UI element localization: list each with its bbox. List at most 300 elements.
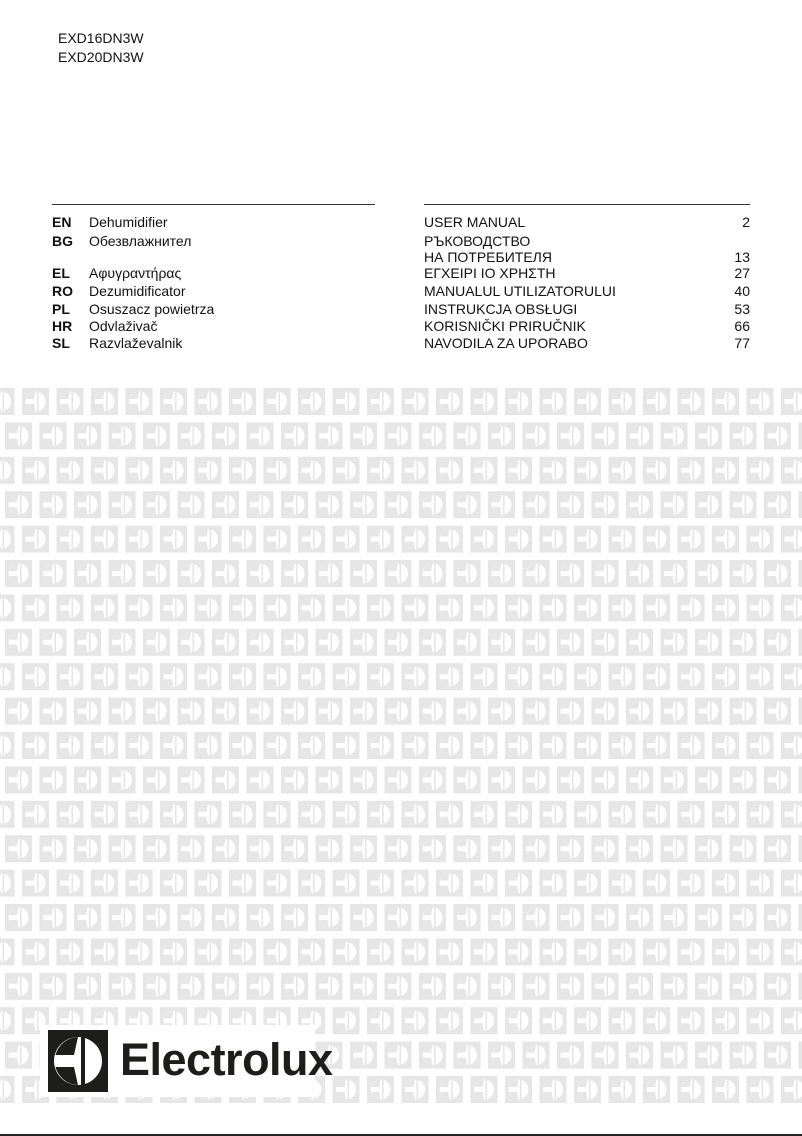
pattern-tile-icon bbox=[298, 801, 325, 828]
pattern-tile-icon bbox=[40, 491, 67, 518]
manual-title: INSTRUKCJA OBSŁUGI bbox=[424, 301, 578, 317]
pattern-tile-icon bbox=[626, 629, 653, 656]
pattern-tile-icon bbox=[781, 801, 802, 828]
language-code: EL bbox=[52, 265, 70, 281]
pattern-tile-icon bbox=[695, 491, 722, 518]
pattern-tile-icon bbox=[281, 973, 308, 1000]
pattern-tile-icon bbox=[557, 766, 584, 793]
pattern-tile-icon bbox=[678, 663, 705, 690]
pattern-tile-icon bbox=[799, 560, 802, 587]
pattern-tile-icon bbox=[367, 1007, 394, 1034]
pattern-tile-icon bbox=[609, 594, 636, 621]
pattern-tile-icon bbox=[661, 491, 688, 518]
page-number: 66 bbox=[734, 318, 750, 334]
pattern-tile-icon bbox=[74, 629, 101, 656]
pattern-tile-icon bbox=[212, 629, 239, 656]
pattern-tile-icon bbox=[609, 732, 636, 759]
pattern-tile-icon bbox=[264, 663, 291, 690]
pattern-tile-icon bbox=[91, 801, 118, 828]
language-code: PL bbox=[52, 301, 70, 317]
pattern-tile-icon bbox=[333, 594, 360, 621]
pattern-tile-icon bbox=[592, 560, 619, 587]
pattern-tile-icon bbox=[333, 870, 360, 897]
pattern-tile-icon bbox=[178, 560, 205, 587]
pattern-tile-icon bbox=[678, 388, 705, 415]
pattern-tile-icon bbox=[764, 973, 791, 1000]
pattern-tile-icon bbox=[333, 732, 360, 759]
pattern-tile-icon bbox=[195, 870, 222, 897]
pattern-tile-icon bbox=[730, 698, 757, 725]
pattern-tile-icon bbox=[730, 422, 757, 449]
pattern-tile-icon bbox=[5, 1042, 32, 1069]
logo-pattern-background bbox=[0, 385, 802, 1115]
pattern-tile-icon bbox=[281, 629, 308, 656]
pattern-tile-icon bbox=[454, 1042, 481, 1069]
pattern-tile-icon bbox=[695, 698, 722, 725]
pattern-tile-icon bbox=[333, 938, 360, 965]
pattern-tile-icon bbox=[574, 1007, 601, 1034]
pattern-tile-icon bbox=[523, 835, 550, 862]
pattern-tile-icon bbox=[91, 594, 118, 621]
pattern-tile-icon bbox=[488, 904, 515, 931]
pattern-tile-icon bbox=[57, 870, 84, 897]
pattern-tile-icon bbox=[643, 938, 670, 965]
pattern-tile-icon bbox=[264, 526, 291, 553]
pattern-tile-icon bbox=[316, 422, 343, 449]
pattern-tile-icon bbox=[40, 904, 67, 931]
pattern-tile-icon bbox=[126, 870, 153, 897]
pattern-tile-icon bbox=[40, 629, 67, 656]
pattern-tile-icon bbox=[540, 457, 567, 484]
pattern-tile-icon bbox=[799, 904, 802, 931]
pattern-tile-icon bbox=[350, 1042, 377, 1069]
pattern-tile-icon bbox=[540, 594, 567, 621]
pattern-tile-icon bbox=[298, 663, 325, 690]
pattern-tile-icon bbox=[747, 870, 774, 897]
pattern-tile-icon bbox=[178, 904, 205, 931]
pattern-tile-icon bbox=[367, 870, 394, 897]
pattern-tile-icon bbox=[281, 904, 308, 931]
pattern-tile-icon bbox=[109, 973, 136, 1000]
pattern-tile-icon bbox=[643, 1007, 670, 1034]
pattern-tile-icon bbox=[747, 526, 774, 553]
pattern-tile-icon bbox=[5, 560, 32, 587]
manual-title: НА ПОТРЕБИТЕЛЯ bbox=[424, 249, 552, 265]
pattern-tile-icon bbox=[350, 766, 377, 793]
product-name: Razvlaževalnik bbox=[89, 335, 183, 351]
pattern-tile-icon bbox=[126, 526, 153, 553]
pattern-tile-icon bbox=[229, 801, 256, 828]
pattern-tile-icon bbox=[74, 698, 101, 725]
pattern-tile-icon bbox=[799, 422, 802, 449]
pattern-tile-icon bbox=[678, 732, 705, 759]
pattern-tile-icon bbox=[712, 1007, 739, 1034]
pattern-tile-icon bbox=[540, 870, 567, 897]
pattern-tile-icon bbox=[22, 938, 49, 965]
pattern-tile-icon bbox=[747, 663, 774, 690]
pattern-tile-icon bbox=[436, 1076, 463, 1103]
language-code: BG bbox=[52, 233, 73, 249]
pattern-tile-icon bbox=[385, 629, 412, 656]
pattern-tile-icon bbox=[126, 663, 153, 690]
pattern-tile-icon bbox=[367, 732, 394, 759]
pattern-tile-icon bbox=[454, 904, 481, 931]
pattern-tile-icon bbox=[40, 973, 67, 1000]
pattern-tile-icon bbox=[57, 663, 84, 690]
pattern-tile-icon bbox=[316, 835, 343, 862]
pattern-tile-icon bbox=[143, 491, 170, 518]
pattern-tile-icon bbox=[316, 560, 343, 587]
pattern-tile-icon bbox=[419, 835, 446, 862]
pattern-tile-icon bbox=[730, 560, 757, 587]
pattern-tile-icon bbox=[488, 1042, 515, 1069]
pattern-tile-icon bbox=[367, 388, 394, 415]
pattern-tile-icon bbox=[799, 1042, 802, 1069]
language-code: EN bbox=[52, 214, 72, 230]
pattern-tile-icon bbox=[109, 766, 136, 793]
pattern-tile-icon bbox=[695, 973, 722, 1000]
model-number: EXD20DN3W bbox=[58, 49, 144, 65]
pattern-tile-icon bbox=[143, 629, 170, 656]
pattern-tile-icon bbox=[592, 1042, 619, 1069]
pattern-tile-icon bbox=[436, 801, 463, 828]
pattern-tile-icon bbox=[505, 1076, 532, 1103]
pattern-tile-icon bbox=[57, 594, 84, 621]
pattern-tile-icon bbox=[695, 766, 722, 793]
pattern-tile-icon bbox=[143, 766, 170, 793]
pattern-tile-icon bbox=[609, 938, 636, 965]
pattern-tile-icon bbox=[471, 870, 498, 897]
pattern-tile-icon bbox=[609, 1076, 636, 1103]
manual-title: MANUALUL UTILIZATORULUI bbox=[424, 283, 616, 299]
pattern-tile-icon bbox=[609, 663, 636, 690]
pattern-tile-icon bbox=[557, 904, 584, 931]
pattern-tile-icon bbox=[505, 457, 532, 484]
pattern-tile-icon bbox=[695, 560, 722, 587]
pattern-tile-icon bbox=[143, 904, 170, 931]
pattern-tile-icon bbox=[0, 801, 15, 828]
pattern-tile-icon bbox=[609, 457, 636, 484]
pattern-tile-icon bbox=[781, 1007, 802, 1034]
pattern-tile-icon bbox=[712, 526, 739, 553]
pattern-tile-icon bbox=[712, 801, 739, 828]
pattern-tile-icon bbox=[0, 526, 15, 553]
pattern-tile-icon bbox=[505, 526, 532, 553]
pattern-tile-icon bbox=[661, 904, 688, 931]
pattern-tile-icon bbox=[367, 457, 394, 484]
pattern-tile-icon bbox=[730, 1042, 757, 1069]
pattern-tile-icon bbox=[126, 594, 153, 621]
pattern-tile-icon bbox=[419, 629, 446, 656]
page-number: 40 bbox=[734, 283, 750, 299]
pattern-tile-icon bbox=[264, 870, 291, 897]
pattern-tile-icon bbox=[781, 594, 802, 621]
pattern-tile-icon bbox=[126, 457, 153, 484]
pattern-tile-icon bbox=[57, 388, 84, 415]
pattern-tile-icon bbox=[643, 1076, 670, 1103]
pattern-tile-icon bbox=[454, 973, 481, 1000]
pattern-tile-icon bbox=[609, 1007, 636, 1034]
pattern-tile-icon bbox=[350, 973, 377, 1000]
pattern-tile-icon bbox=[592, 629, 619, 656]
pattern-tile-icon bbox=[695, 629, 722, 656]
pattern-tile-icon bbox=[540, 663, 567, 690]
pattern-tile-icon bbox=[333, 1007, 360, 1034]
pattern-tile-icon bbox=[730, 766, 757, 793]
pattern-tile-icon bbox=[22, 870, 49, 897]
pattern-tile-icon bbox=[264, 732, 291, 759]
pattern-tile-icon bbox=[264, 801, 291, 828]
pattern-tile-icon bbox=[333, 663, 360, 690]
pattern-tile-icon bbox=[281, 560, 308, 587]
pattern-tile-icon bbox=[247, 629, 274, 656]
pattern-tile-icon bbox=[730, 904, 757, 931]
pattern-tile-icon bbox=[574, 388, 601, 415]
pattern-tile-icon bbox=[195, 801, 222, 828]
pattern-tile-icon bbox=[298, 526, 325, 553]
pattern-tile-icon bbox=[367, 1076, 394, 1103]
pattern-tile-icon bbox=[195, 663, 222, 690]
pattern-tile-icon bbox=[574, 663, 601, 690]
pattern-tile-icon bbox=[5, 491, 32, 518]
pattern-tile-icon bbox=[22, 526, 49, 553]
pattern-tile-icon bbox=[471, 526, 498, 553]
pattern-tile-icon bbox=[74, 904, 101, 931]
pattern-tile-icon bbox=[488, 835, 515, 862]
pattern-tile-icon bbox=[712, 388, 739, 415]
pattern-tile-icon bbox=[799, 698, 802, 725]
pattern-tile-icon bbox=[0, 938, 15, 965]
pattern-tile-icon bbox=[764, 1042, 791, 1069]
pattern-tile-icon bbox=[488, 973, 515, 1000]
pattern-tile-icon bbox=[626, 698, 653, 725]
pattern-tile-icon bbox=[781, 870, 802, 897]
pattern-tile-icon bbox=[419, 766, 446, 793]
pattern-tile-icon bbox=[661, 422, 688, 449]
pattern-tile-icon bbox=[333, 388, 360, 415]
pattern-tile-icon bbox=[316, 904, 343, 931]
pattern-tile-icon bbox=[730, 629, 757, 656]
pattern-tile-icon bbox=[592, 766, 619, 793]
pattern-tile-icon bbox=[385, 835, 412, 862]
pattern-tile-icon bbox=[229, 663, 256, 690]
pattern-tile-icon bbox=[419, 973, 446, 1000]
pattern-tile-icon bbox=[540, 732, 567, 759]
pattern-tile-icon bbox=[747, 594, 774, 621]
pattern-tile-icon bbox=[247, 835, 274, 862]
pattern-tile-icon bbox=[661, 766, 688, 793]
pattern-tile-icon bbox=[436, 457, 463, 484]
product-name: Dehumidifier bbox=[89, 214, 168, 230]
pattern-tile-icon bbox=[264, 388, 291, 415]
pattern-tile-icon bbox=[385, 491, 412, 518]
pattern-tile-icon bbox=[160, 526, 187, 553]
pattern-tile-icon bbox=[385, 698, 412, 725]
page-number: 2 bbox=[742, 214, 750, 230]
pattern-tile-icon bbox=[350, 491, 377, 518]
pattern-tile-icon bbox=[109, 422, 136, 449]
pattern-tile-icon bbox=[626, 835, 653, 862]
pattern-tile-icon bbox=[747, 732, 774, 759]
manual-title: USER MANUAL bbox=[424, 214, 526, 230]
pattern-tile-icon bbox=[109, 560, 136, 587]
pattern-tile-icon bbox=[747, 1007, 774, 1034]
pattern-tile-icon bbox=[229, 388, 256, 415]
pattern-tile-icon bbox=[160, 870, 187, 897]
pattern-tile-icon bbox=[160, 594, 187, 621]
pattern-tile-icon bbox=[505, 801, 532, 828]
pattern-tile-icon bbox=[247, 491, 274, 518]
divider bbox=[424, 204, 750, 205]
pattern-tile-icon bbox=[57, 801, 84, 828]
pattern-tile-icon bbox=[5, 629, 32, 656]
pattern-tile-icon bbox=[712, 1076, 739, 1103]
product-name: Dezumidificator bbox=[89, 283, 186, 299]
pattern-tile-icon bbox=[419, 1042, 446, 1069]
pattern-tile-icon bbox=[402, 801, 429, 828]
pattern-tile-icon bbox=[109, 904, 136, 931]
pattern-tile-icon bbox=[574, 938, 601, 965]
pattern-tile-icon bbox=[247, 560, 274, 587]
pattern-tile-icon bbox=[471, 938, 498, 965]
page-number: 13 bbox=[734, 249, 750, 265]
pattern-tile-icon bbox=[91, 732, 118, 759]
pattern-tile-icon bbox=[574, 801, 601, 828]
pattern-tile-icon bbox=[488, 422, 515, 449]
pattern-tile-icon bbox=[764, 491, 791, 518]
pattern-tile-icon bbox=[540, 526, 567, 553]
pattern-tile-icon bbox=[385, 766, 412, 793]
pattern-tile-icon bbox=[609, 388, 636, 415]
pattern-tile-icon bbox=[5, 973, 32, 1000]
pattern-tile-icon bbox=[298, 732, 325, 759]
pattern-tile-icon bbox=[436, 526, 463, 553]
pattern-tile-icon bbox=[609, 801, 636, 828]
pattern-tile-icon bbox=[523, 422, 550, 449]
pattern-tile-icon bbox=[505, 594, 532, 621]
pattern-tile-icon bbox=[419, 904, 446, 931]
pattern-tile-icon bbox=[385, 1042, 412, 1069]
pattern-tile-icon bbox=[592, 973, 619, 1000]
pattern-tile-icon bbox=[367, 526, 394, 553]
pattern-tile-icon bbox=[195, 526, 222, 553]
pattern-tile-icon bbox=[626, 1042, 653, 1069]
pattern-tile-icon bbox=[316, 629, 343, 656]
pattern-tile-icon bbox=[402, 388, 429, 415]
pattern-tile-icon bbox=[574, 1076, 601, 1103]
pattern-tile-icon bbox=[695, 835, 722, 862]
pattern-tile-icon bbox=[40, 766, 67, 793]
pattern-tile-icon bbox=[557, 422, 584, 449]
pattern-tile-icon bbox=[91, 938, 118, 965]
pattern-tile-icon bbox=[281, 835, 308, 862]
page-number: 27 bbox=[734, 265, 750, 281]
pattern-tile-icon bbox=[40, 422, 67, 449]
pattern-tile-icon bbox=[298, 938, 325, 965]
pattern-tile-icon bbox=[626, 766, 653, 793]
pattern-tile-icon bbox=[316, 766, 343, 793]
pattern-tile-icon bbox=[730, 973, 757, 1000]
pattern-tile-icon bbox=[385, 973, 412, 1000]
pattern-tile-icon bbox=[592, 698, 619, 725]
pattern-tile-icon bbox=[436, 938, 463, 965]
pattern-tile-icon bbox=[178, 422, 205, 449]
pattern-tile-icon bbox=[0, 1007, 15, 1034]
pattern-tile-icon bbox=[505, 1007, 532, 1034]
pattern-tile-icon bbox=[126, 388, 153, 415]
pattern-tile-icon bbox=[229, 594, 256, 621]
pattern-tile-icon bbox=[91, 388, 118, 415]
pattern-tile-icon bbox=[316, 973, 343, 1000]
pattern-tile-icon bbox=[781, 938, 802, 965]
pattern-tile-icon bbox=[143, 560, 170, 587]
pattern-tile-icon bbox=[557, 973, 584, 1000]
manual-title: ΕΓΧΕΙΡΙ ΙΟ ΧΡΗΣΤΗ bbox=[424, 265, 556, 281]
pattern-tile-icon bbox=[402, 870, 429, 897]
pattern-tile-icon bbox=[523, 629, 550, 656]
pattern-tile-icon bbox=[471, 594, 498, 621]
pattern-tile-icon bbox=[178, 835, 205, 862]
pattern-tile-icon bbox=[178, 698, 205, 725]
pattern-tile-icon bbox=[402, 594, 429, 621]
pattern-tile-icon bbox=[523, 904, 550, 931]
pattern-tile-icon bbox=[574, 594, 601, 621]
pattern-tile-icon bbox=[523, 491, 550, 518]
pattern-tile-icon bbox=[764, 560, 791, 587]
pattern-tile-icon bbox=[712, 732, 739, 759]
pattern-tile-icon bbox=[126, 801, 153, 828]
pattern-tile-icon bbox=[626, 904, 653, 931]
divider bbox=[52, 204, 375, 205]
pattern-tile-icon bbox=[126, 938, 153, 965]
pattern-tile-icon bbox=[695, 422, 722, 449]
pattern-tile-icon bbox=[160, 457, 187, 484]
pattern-tile-icon bbox=[661, 973, 688, 1000]
pattern-tile-icon bbox=[609, 526, 636, 553]
pattern-tile-icon bbox=[143, 973, 170, 1000]
pattern-tile-icon bbox=[91, 526, 118, 553]
pattern-tile-icon bbox=[247, 698, 274, 725]
pattern-tile-icon bbox=[626, 491, 653, 518]
pattern-tile-icon bbox=[281, 491, 308, 518]
pattern-tile-icon bbox=[799, 766, 802, 793]
model-number: EXD16DN3W bbox=[58, 30, 144, 46]
pattern-tile-icon bbox=[0, 457, 15, 484]
pattern-tile-icon bbox=[264, 594, 291, 621]
pattern-tile-icon bbox=[178, 629, 205, 656]
pattern-tile-icon bbox=[557, 1042, 584, 1069]
pattern-tile-icon bbox=[781, 732, 802, 759]
product-name: Odvlaživač bbox=[89, 318, 158, 334]
pattern-tile-icon bbox=[419, 698, 446, 725]
pattern-tile-icon bbox=[471, 1076, 498, 1103]
pattern-tile-icon bbox=[160, 388, 187, 415]
pattern-tile-icon bbox=[643, 663, 670, 690]
pattern-tile-icon bbox=[74, 835, 101, 862]
pattern-tile-icon bbox=[643, 870, 670, 897]
pattern-tile-icon bbox=[0, 732, 15, 759]
pattern-tile-icon bbox=[195, 732, 222, 759]
pattern-tile-icon bbox=[5, 835, 32, 862]
brand-wordmark: Electrolux bbox=[120, 1034, 333, 1085]
pattern-tile-icon bbox=[505, 732, 532, 759]
pattern-tile-icon bbox=[333, 526, 360, 553]
pattern-tile-icon bbox=[109, 835, 136, 862]
pattern-tile-icon bbox=[333, 801, 360, 828]
pattern-tile-icon bbox=[143, 835, 170, 862]
pattern-tile-icon bbox=[281, 422, 308, 449]
pattern-tile-icon bbox=[454, 835, 481, 862]
